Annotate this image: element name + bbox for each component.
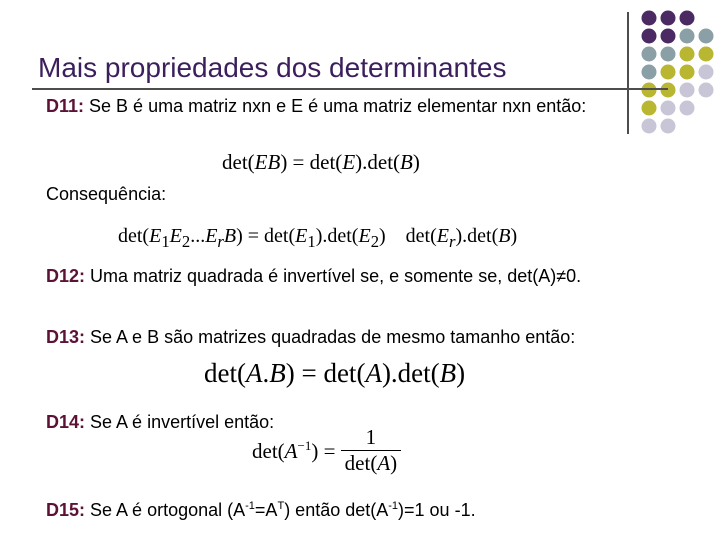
decorative-dot (642, 65, 657, 80)
d15-text-c: ) então det(A (284, 500, 389, 520)
slide-title: Mais propriedades dos determinantes (38, 52, 507, 83)
d12-text: Uma matriz quadrada é invertível se, e somente se, det(A)≠0. (85, 266, 582, 286)
d14-tag: D14: (46, 412, 86, 432)
decorative-dot (642, 47, 657, 62)
d11-tag: D11: (46, 96, 85, 116)
d13-paragraph (46, 327, 575, 348)
horizontal-rule (32, 88, 668, 90)
decorative-dot (642, 83, 657, 98)
d13-formula: det(A.B) = det(A).det(B) (204, 358, 466, 388)
d15-text-b: =A (254, 500, 278, 520)
decorative-dot (661, 119, 676, 134)
decorative-dot (661, 47, 676, 62)
decorative-dot (661, 11, 676, 26)
d15-sup-1: -1 (245, 500, 255, 512)
d11-formula: det(EB) = det(E).det(B) (222, 150, 420, 174)
decorative-dot (699, 47, 714, 62)
d15-sup-2: T (277, 500, 285, 512)
decorative-dot (661, 101, 676, 116)
decorative-dot (661, 83, 676, 98)
d15-text-a: Se A é ortogonal (A (85, 500, 246, 520)
consequence-label: Consequência: (46, 184, 167, 204)
decorative-dot (642, 119, 657, 134)
d14-text: Se A é invertível então: (85, 412, 275, 432)
d14-paragraph (46, 412, 274, 433)
d15-sup-3: -1 (388, 500, 399, 512)
d13-text: Se A e B são matrizes quadradas de mesmo tamanho então: (85, 327, 576, 347)
d14-fraction (341, 425, 401, 476)
consequence-formula: $\det(E_1E_2...E_rB) = \det(E_1).\det(E_2)$ $\det(E_r).\det(B)$ (118, 225, 518, 251)
d15-tag: D15: (46, 500, 86, 520)
decorative-dot (680, 11, 695, 26)
decorative-dot (642, 11, 657, 26)
d13-tag: D13: (46, 327, 86, 347)
decorative-dot (680, 101, 695, 116)
decorative-dot (680, 47, 695, 62)
d14-formula: $\det(A^{-1})$ = $\frac{1}{\det(A)}$ (252, 425, 401, 476)
d15-text-d: )=1 ou -1. (398, 500, 476, 520)
d14-numerator: 1 (365, 425, 377, 449)
d12-tag: D12: (46, 266, 86, 286)
vertical-rule (627, 12, 629, 134)
decorative-dot (680, 29, 695, 44)
d11-text: Se B é uma matriz nxn e E é uma matriz elementar nxn então: (84, 96, 587, 116)
d15-paragraph (46, 500, 476, 521)
decorative-dot (699, 83, 714, 98)
d14-denominator: det(A) (341, 450, 401, 476)
d11-paragraph (46, 96, 586, 117)
decorative-dot (661, 65, 676, 80)
decorative-dot (661, 29, 676, 44)
decorative-dot (699, 29, 714, 44)
d12-paragraph (46, 266, 581, 287)
decorative-dot (680, 83, 695, 98)
decorative-dot (680, 65, 695, 80)
decorative-dot (699, 65, 714, 80)
decorative-dot (642, 101, 657, 116)
decorative-dot (642, 29, 657, 44)
